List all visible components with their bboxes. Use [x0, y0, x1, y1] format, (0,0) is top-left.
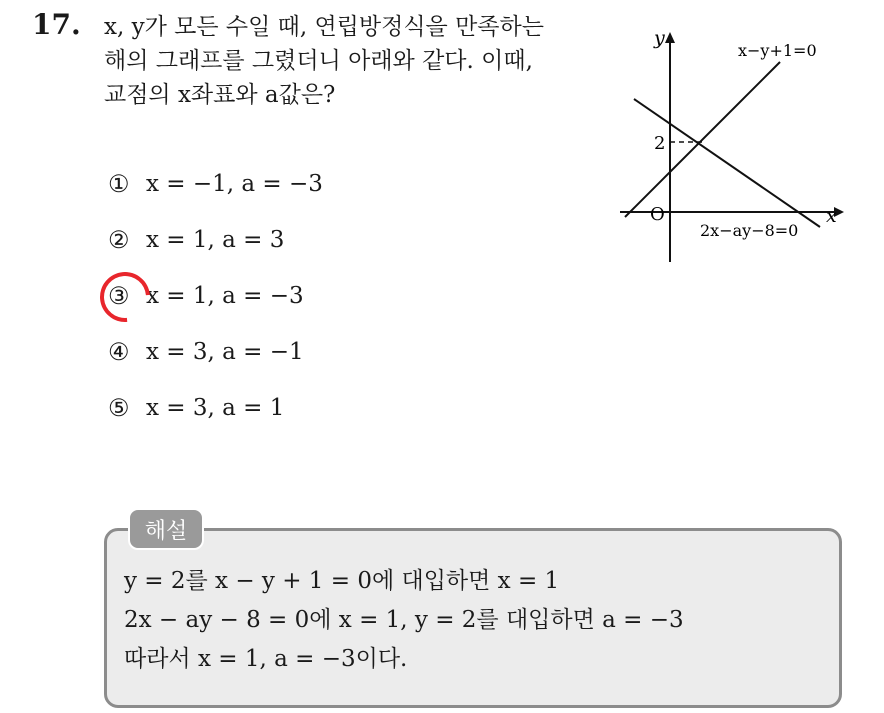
choice-2-mark: ② [108, 226, 130, 254]
choice-1-text: x = −1, a = −3 [146, 171, 323, 197]
choice-4[interactable] [108, 335, 304, 369]
question-stem [104, 10, 624, 112]
solution-line-1: y = 2를 x − y + 1 = 0에 대입하면 x = 1 [124, 568, 560, 594]
choice-3-mark [108, 279, 146, 313]
x-label: x [826, 205, 837, 227]
tick-2-label: 2 [654, 133, 666, 154]
choice-3-mark-text: ③ [108, 282, 130, 310]
choice-2-text: x = 1, a = 3 [146, 227, 285, 253]
choice-3-text: x = 1, a = −3 [146, 283, 304, 309]
choice-5-mark: ⑤ [108, 394, 130, 422]
solution-tag: 해설 [128, 508, 204, 550]
stem-line-1: x, y가 모든 수일 때, 연립방정식을 만족하는 [104, 14, 544, 40]
line1-label: x−y+1=0 [738, 41, 817, 60]
solution-line-2: 2x − ay − 8 = 0에 x = 1, y = 2를 대입하면 a = −3 [124, 607, 684, 633]
answer-circle-icon [90, 262, 160, 332]
choice-1-mark: ① [108, 170, 130, 198]
choice-1[interactable] [108, 167, 323, 201]
y-axis-arrow-icon [665, 32, 675, 43]
choice-5[interactable] [108, 391, 284, 425]
choice-2[interactable] [108, 223, 284, 257]
y-label: y [654, 27, 665, 49]
choice-3[interactable] [108, 279, 304, 313]
origin-label: O [650, 204, 665, 225]
choice-4-text: x = 3, a = −1 [146, 339, 304, 365]
solution-line-3: 따라서 x = 1, a = −3이다. [124, 646, 408, 672]
graph [620, 22, 850, 267]
stem-line-2: 해의 그래프를 그렸더니 아래와 같다. 이때, [104, 48, 533, 74]
choice-5-text: x = 3, a = 1 [146, 395, 285, 421]
question-number: 17. [32, 8, 81, 41]
choice-4-mark: ④ [108, 338, 130, 366]
line-x-minus-y-plus-1 [625, 62, 780, 217]
stem-line-3: 교점의 x좌표와 a값은? [104, 82, 336, 108]
line2-label: 2x−ay−8=0 [700, 221, 799, 240]
